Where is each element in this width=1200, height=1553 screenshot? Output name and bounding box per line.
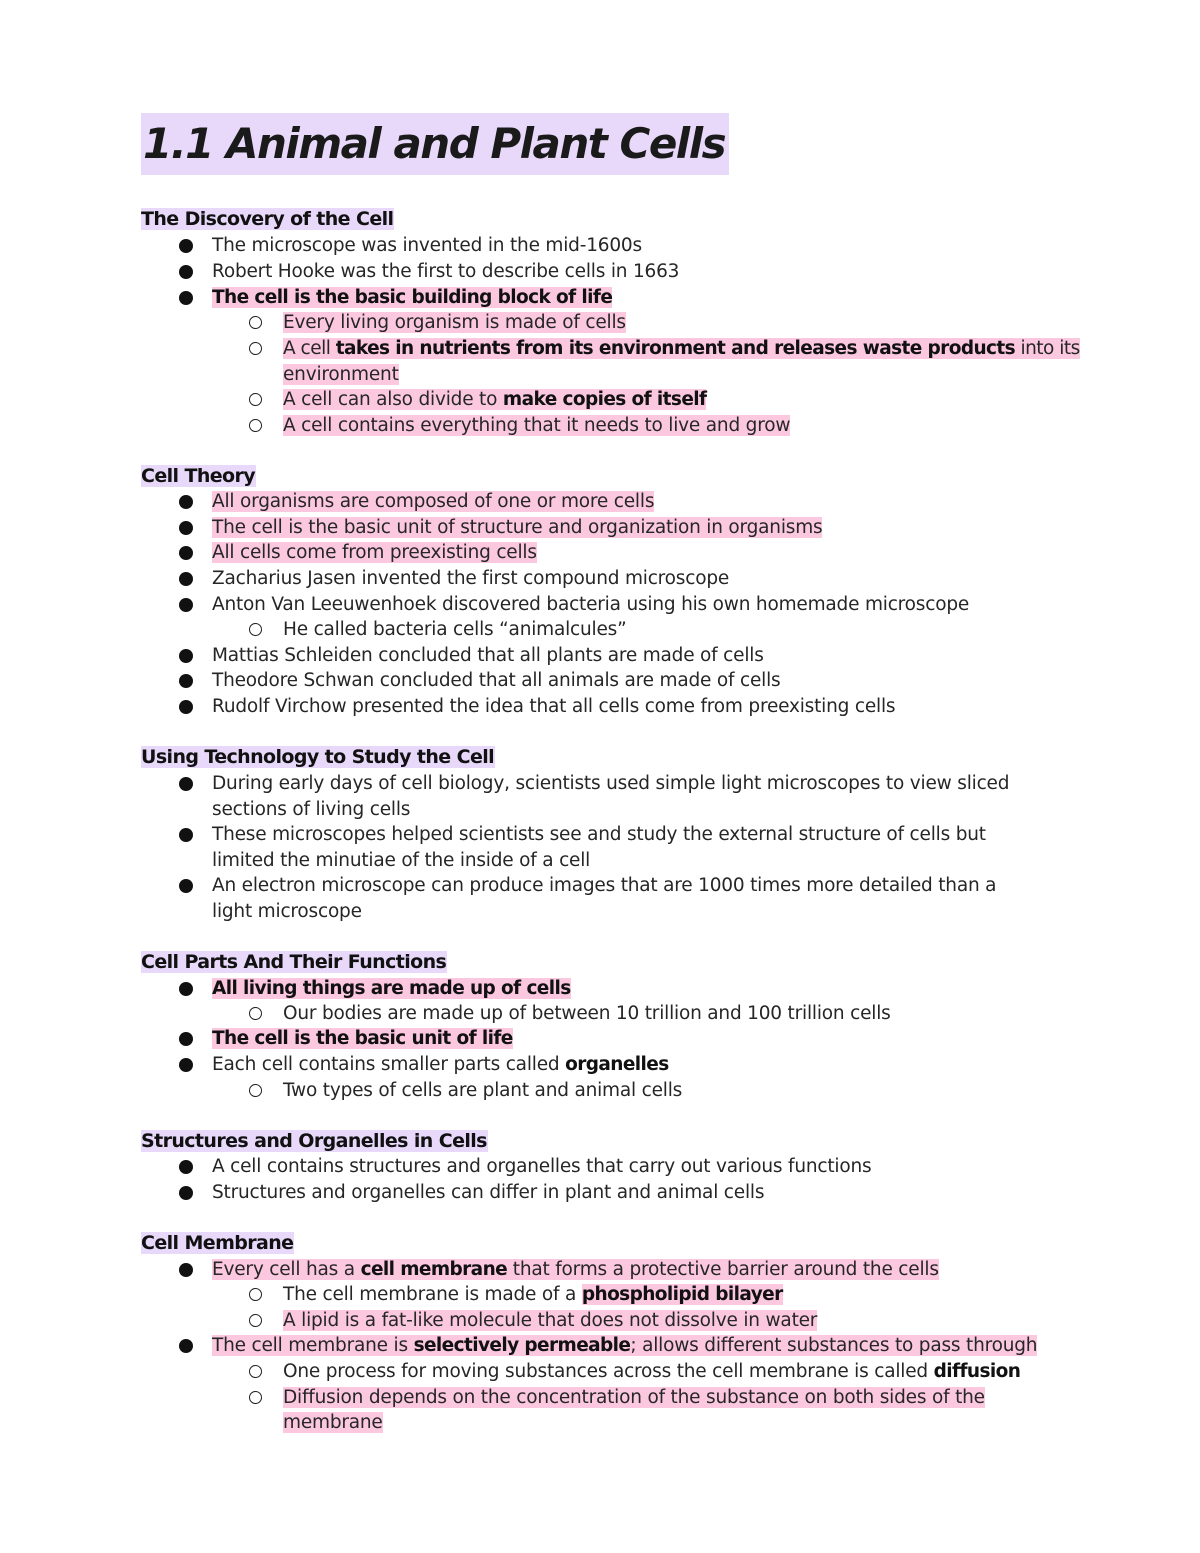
list-item: These microscopes helped scientists see and study the external structure of cells but — [212, 824, 986, 845]
bullet-icon — [179, 1058, 193, 1072]
sub-bullet-icon — [249, 1314, 262, 1327]
bullet-icon — [179, 700, 193, 714]
sub-bullet-icon — [249, 1365, 262, 1378]
list-item: The cell membrane is made of a phospholipid bilayer — [283, 1284, 783, 1305]
list-item-continuation: sections of living cells — [212, 799, 411, 820]
list-item: The cell membrane is selectively permeable; allows different substances to pass through — [212, 1335, 1038, 1356]
list-item: The cell is the basic unit of life — [212, 1028, 513, 1049]
list-item-continuation: light microscope — [212, 901, 362, 922]
list-item: All living things are made up of cells — [212, 978, 571, 999]
list-item: An electron microscope can produce images that are 1000 times more detailed than a — [212, 875, 997, 896]
list-item: Two types of cells are plant and animal cells — [283, 1080, 683, 1101]
section-heading-technology: Using Technology to Study the Cell — [141, 746, 495, 768]
sub-bullet-icon — [249, 419, 262, 432]
list-item: The cell is the basic building block of life — [212, 287, 613, 308]
list-item: He called bacteria cells “animalcules” — [283, 619, 627, 640]
list-item: All cells come from preexisting cells — [212, 542, 537, 563]
list-item: A lipid is a fat-like molecule that does not dissolve in water — [283, 1310, 818, 1331]
list-item: Theodore Schwan concluded that all animals are made of cells — [212, 670, 781, 691]
list-item: All organisms are composed of one or more cells — [212, 491, 655, 512]
section-heading-cell-membrane: Cell Membrane — [141, 1232, 294, 1254]
list-item: Our bodies are made up of between 10 trillion and 100 trillion cells — [283, 1003, 891, 1024]
list-item: Each cell contains smaller parts called organelles — [212, 1054, 669, 1075]
sub-bullet-icon — [249, 623, 262, 636]
list-item: A cell contains everything that it needs to live and grow — [283, 415, 791, 436]
list-item-continuation: membrane — [283, 1412, 383, 1433]
bullet-icon — [179, 1032, 193, 1046]
bullet-icon — [179, 1186, 193, 1200]
list-item: The cell is the basic unit of structure and organization in organisms — [212, 517, 823, 538]
list-item: A cell takes in nutrients from its environment and releases waste products into its — [283, 338, 1080, 359]
list-item: Every living organism is made of cells — [283, 312, 626, 333]
bullet-icon — [179, 777, 193, 791]
bullet-icon — [179, 291, 193, 305]
list-item-continuation: environment — [283, 364, 399, 385]
bullet-icon — [179, 982, 193, 996]
bullet-icon — [179, 495, 193, 509]
sub-bullet-icon — [249, 342, 262, 355]
page-title: 1.1 Animal and Plant Cells — [141, 113, 729, 175]
sub-bullet-icon — [249, 1084, 262, 1097]
bullet-icon — [179, 572, 193, 586]
bullet-icon — [179, 521, 193, 535]
sub-bullet-icon — [249, 1391, 262, 1404]
section-heading-cell-theory: Cell Theory — [141, 465, 256, 487]
sub-bullet-icon — [249, 1007, 262, 1020]
list-item-continuation: limited the minutiae of the inside of a cell — [212, 850, 591, 871]
bullet-icon — [179, 265, 193, 279]
list-item: Every cell has a cell membrane that forms a protective barrier around the cells — [212, 1259, 939, 1280]
list-item: Rudolf Virchow presented the idea that all cells come from preexisting cells — [212, 696, 896, 717]
bullet-icon — [179, 879, 193, 893]
section-heading-cell-parts: Cell Parts And Their Functions — [141, 951, 447, 973]
list-item: A cell can also divide to make copies of itself — [283, 389, 707, 410]
list-item: During early days of cell biology, scientists used simple light microscopes to view sliced — [212, 773, 1010, 794]
bullet-icon — [179, 1339, 193, 1353]
list-item: One process for moving substances across the cell membrane is called diffusion — [283, 1361, 1021, 1382]
list-item: A cell contains structures and organelles that carry out various functions — [212, 1156, 872, 1177]
bullet-icon — [179, 1263, 193, 1277]
sub-bullet-icon — [249, 316, 262, 329]
section-heading-discovery: The Discovery of the Cell — [141, 208, 394, 230]
list-item: Mattias Schleiden concluded that all plants are made of cells — [212, 645, 764, 666]
bullet-icon — [179, 649, 193, 663]
list-item: Structures and organelles can differ in plant and animal cells — [212, 1182, 765, 1203]
sub-bullet-icon — [249, 1288, 262, 1301]
bullet-icon — [179, 1160, 193, 1174]
section-heading-structures: Structures and Organelles in Cells — [141, 1130, 487, 1152]
bullet-icon — [179, 828, 193, 842]
list-item: Robert Hooke was the first to describe cells in 1663 — [212, 261, 680, 282]
bullet-icon — [179, 239, 193, 253]
list-item: Diffusion depends on the concentration of the substance on both sides of the — [283, 1387, 985, 1408]
list-item: Anton Van Leeuwenhoek discovered bacteria using his own homemade microscope — [212, 594, 970, 615]
bullet-icon — [179, 674, 193, 688]
bullet-icon — [179, 546, 193, 560]
list-item: Zacharius Jasen invented the first compound microscope — [212, 568, 730, 589]
sub-bullet-icon — [249, 393, 262, 406]
bullet-icon — [179, 598, 193, 612]
list-item: The microscope was invented in the mid-1600s — [212, 235, 642, 256]
